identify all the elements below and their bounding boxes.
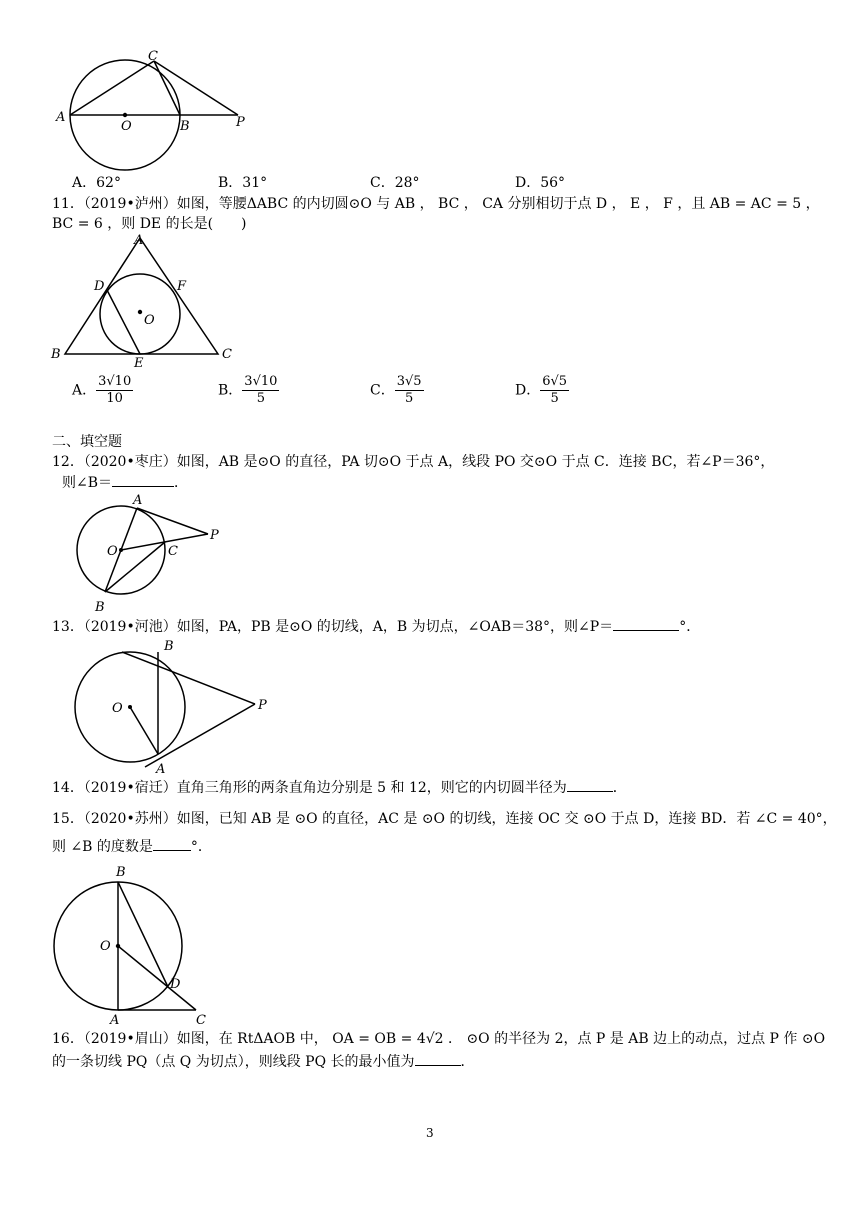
fig10-label-c: C	[148, 50, 158, 64]
figure-q13	[70, 632, 280, 782]
figure-q10	[50, 50, 260, 180]
fig12-label-c: C	[168, 544, 178, 559]
fig15-label-o: O	[100, 939, 111, 954]
fig15-label-d: D	[170, 977, 181, 992]
fig10-label-p: P	[236, 115, 245, 130]
section-title-fill-in: 二、填空题	[52, 434, 122, 450]
q10-option-a: A．62°	[72, 175, 121, 191]
fig13-label-o: O	[112, 701, 123, 716]
q16-line-2: 的一条切线 PQ（点 Q 为切点），则线段 PQ 长的最小值为 ．	[52, 1051, 475, 1072]
fig11-label-e: E	[134, 356, 144, 367]
q11-line-1: 11．（2019•泸州）如图，等腰ΔABC 的内切圆⊙O 与 AB ， BC ， CA 分别相切于点 D ， E ， F ，且 AB = AC = 5 ，	[52, 196, 820, 212]
fig12-label-a: A	[133, 493, 143, 508]
figure-q15	[48, 862, 218, 1027]
fig10-label-b: B	[180, 119, 190, 134]
fig12-label-o: O	[107, 544, 118, 559]
q15-line-1: 15．（2020•苏州）如图，已知 AB 是 ⊙O 的直径，AC 是 ⊙O 的切线，连接 OC 交 ⊙O 于点 D，连接 BD．若 ∠C = 40°，	[52, 811, 837, 827]
q14-line-1: 14．（2019•宿迁）直角三角形的两条直角边分别是 5 和 12，则它的内切圆半径为 ．	[52, 777, 627, 798]
q15-answer-blank[interactable]	[153, 836, 191, 851]
q12-line-1: 12．（2020•枣庄）如图，AB 是⊙O 的直径，PA 切⊙O 于点 A，线段 PO 交⊙O 于点 C．连接 BC，若∠P＝36°，	[52, 454, 775, 470]
fig10-label-a: A	[56, 110, 66, 125]
q14-answer-blank[interactable]	[567, 777, 613, 792]
fig12-label-b: B	[95, 600, 105, 615]
q12-line-2: 则∠B＝ ．	[62, 472, 188, 493]
page-number: 3	[426, 1126, 434, 1140]
q16-answer-blank[interactable]	[415, 1051, 461, 1066]
fig15-label-a: A	[110, 1013, 120, 1027]
fig11-label-o: O	[144, 313, 155, 328]
q11-option-a: A． $\frac{3√10}{10}$	[72, 374, 132, 406]
q13-line-1: 13．（2019•河池）如图，PA，PB 是⊙O 的切线，A，B 为切点，∠OAB＝38°，则∠P＝ °．	[52, 616, 700, 637]
q11-option-d: D． $\frac{6√5}{5}$	[515, 374, 568, 406]
fig13-label-b: B	[164, 639, 174, 654]
fig15-label-b: B	[116, 865, 126, 880]
fig11-label-c: C	[222, 347, 232, 362]
fig11-label-a: A	[134, 233, 144, 248]
fig13-label-p: P	[258, 698, 267, 713]
fig11-label-b: B	[51, 347, 61, 362]
q11-line-2: BC = 6 ，则 DE 的长是( )	[52, 216, 247, 232]
q13-answer-blank[interactable]	[613, 616, 679, 631]
figure-q12	[70, 492, 240, 617]
fig11-label-f: F	[177, 279, 187, 294]
q11-option-b: B． $\frac{3√10}{5}$	[218, 374, 278, 406]
q10-option-c: C．28°	[370, 175, 420, 191]
q15-line-2: 则 ∠B 的度数是 °．	[52, 836, 212, 857]
q10-option-d: D．56°	[515, 175, 566, 191]
q16-line-1: 16．（2019•眉山）如图，在 RtΔAOB 中， OA = OB = 4√2 ． ⊙O 的半径为 2，点 P 是 AB 边上的动点，过点 P 作 ⊙O	[52, 1031, 826, 1047]
q11-option-c: C． $\frac{3√5}{5}$	[370, 374, 422, 406]
fig15-label-c: C	[196, 1013, 206, 1027]
fig10-label-o: O	[121, 119, 132, 134]
fig12-label-p: P	[210, 528, 219, 543]
fig13-label-a: A	[156, 762, 166, 777]
figure-q11	[48, 232, 248, 367]
q12-answer-blank[interactable]	[112, 472, 174, 487]
q10-option-b: B．31°	[218, 175, 268, 191]
fig11-label-d: D	[94, 279, 105, 294]
